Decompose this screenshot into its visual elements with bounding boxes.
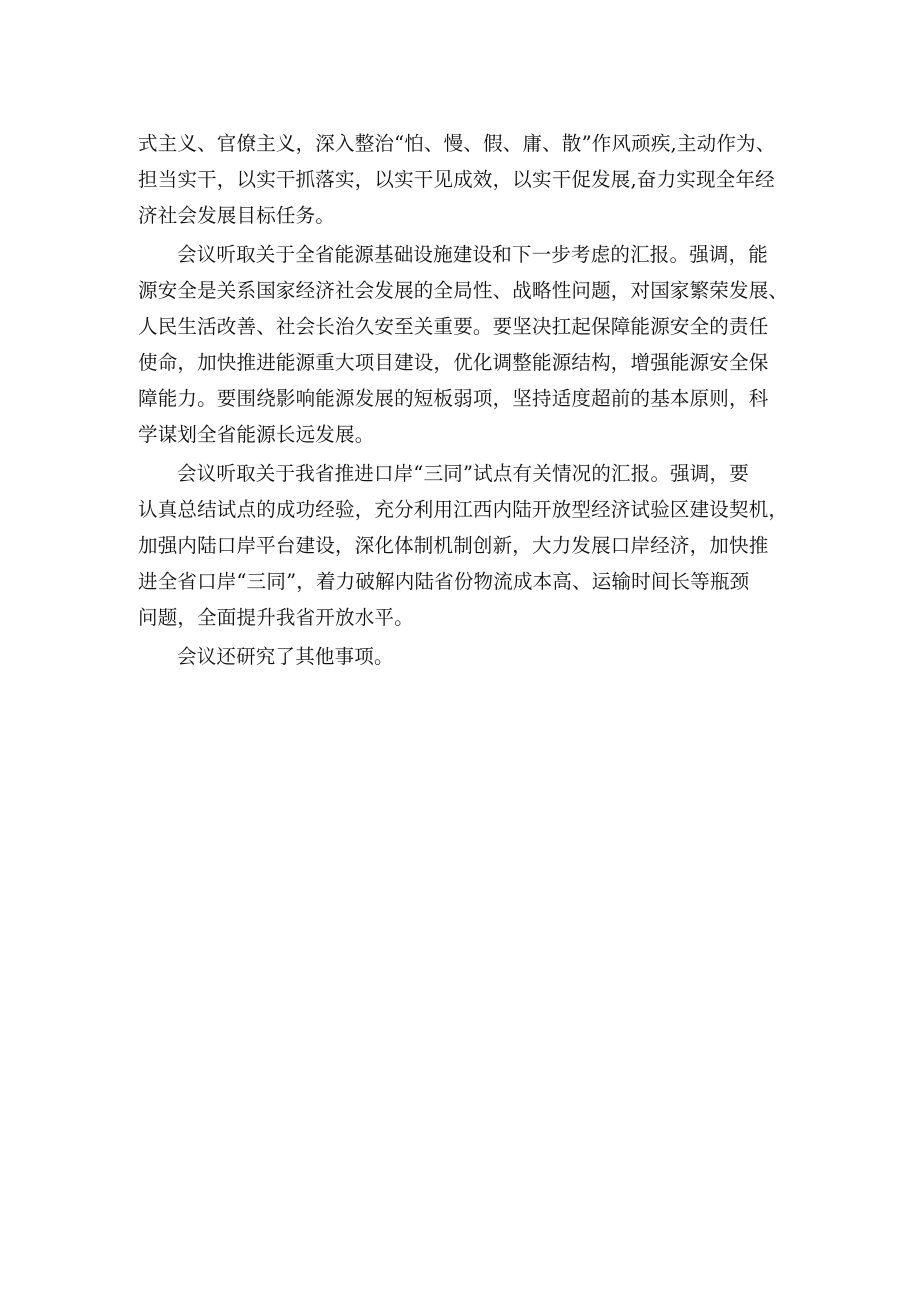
document-body (138, 126, 798, 675)
text-line: 进全省口岸“三同”，着力破解内陆省份物流成本高、运输时间长等瓶颈 (138, 570, 750, 593)
paragraph-2 (138, 237, 798, 453)
paragraph-1 (138, 126, 798, 234)
text-line: 源安全是关系国家经济社会发展的全局性、战略性问题，对国家繁荣发展、 (138, 279, 789, 302)
text-line: 认真总结试点的成功经验，充分利用江西内陆开放型经济试验区建设契机， (138, 498, 789, 521)
text-line: 会议听取关于我省推进口岸“三同”试点有关情况的汇报。强调，要 (177, 462, 749, 485)
text-line: 障能力。要围绕影响能源发展的短板弱项，坚持适度超前的基本原则，科 (138, 387, 769, 410)
paragraph-4 (138, 639, 798, 675)
text-line: 担当实干，以实干抓落实，以实干见成效，以实干促发展,奋力实现全年经 (138, 168, 775, 191)
text-line: 加强内陆口岸平台建设，深化体制机制创新，大力发展口岸经济，加快推 (138, 534, 769, 557)
paragraph-3 (138, 456, 798, 636)
text-line: 使命，加快推进能源重大项目建设，优化调整能源结构，增强能源安全保 (138, 351, 769, 374)
text-line: 人民生活改善、社会长治久安至关重要。要坚决扛起保障能源安全的责任 (138, 315, 769, 338)
text-line: 会议听取关于全省能源基础设施建设和下一步考虑的汇报。强调，能 (177, 243, 769, 266)
text-line: 济社会发展目标任务。 (138, 204, 336, 227)
text-line: 学谋划全省能源长远发展。 (138, 423, 375, 446)
text-line: 问题，全面提升我省开放水平。 (138, 606, 414, 629)
text-line: 会议还研究了其他事项。 (177, 645, 394, 668)
text-line: 式主义、官僚主义，深入整治“怕、慢、假、庸、散”作风顽疾,主动作为、 (138, 132, 776, 155)
